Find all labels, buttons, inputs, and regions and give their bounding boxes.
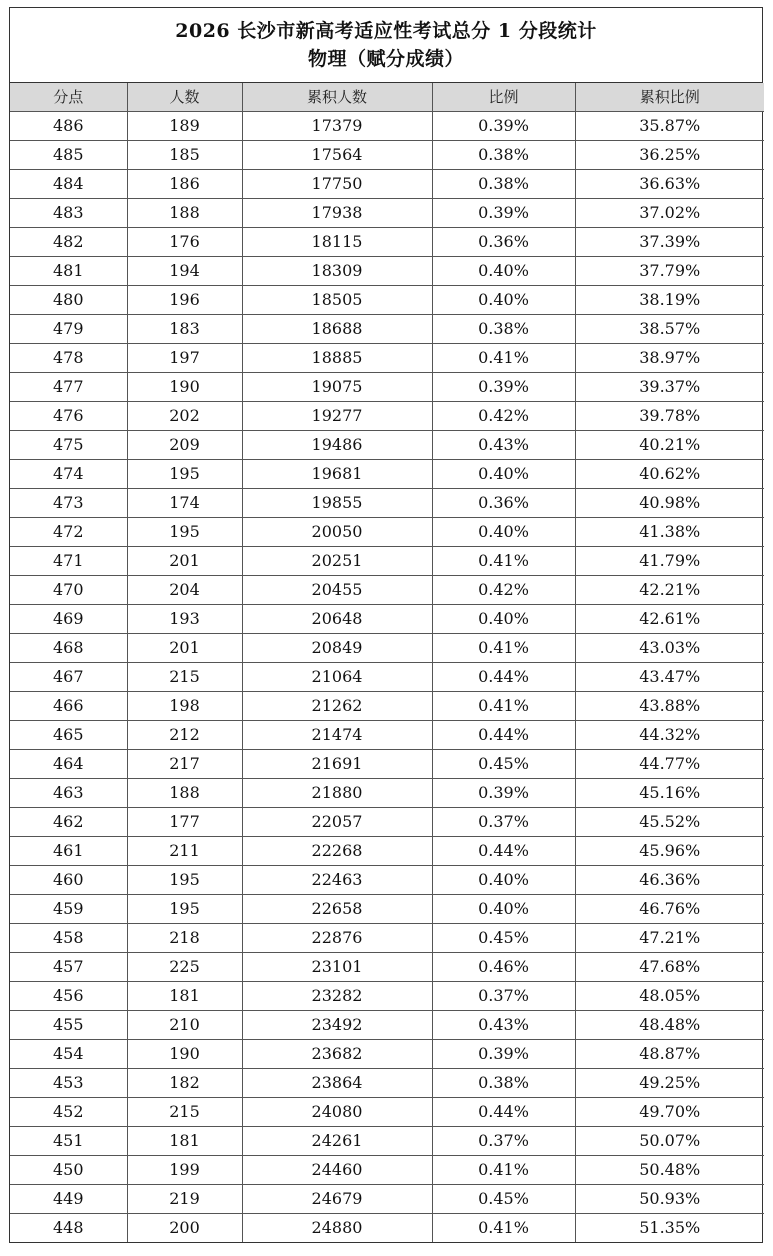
cumulative-ratio-cell: 45.16% (575, 779, 764, 808)
ratio-cell: 0.40% (432, 605, 575, 634)
count-cell: 195 (127, 460, 242, 489)
table-row (10, 228, 764, 257)
ratio-cell: 0.44% (432, 721, 575, 750)
table-row (10, 431, 764, 460)
cumulative-count-cell: 20251 (242, 547, 432, 576)
column-header-count: 人数 (127, 83, 242, 112)
table-row (10, 837, 764, 866)
ratio-cell: 0.40% (432, 257, 575, 286)
count-cell: 176 (127, 228, 242, 257)
ratio-cell: 0.44% (432, 837, 575, 866)
count-cell: 215 (127, 1098, 242, 1127)
table-row (10, 315, 764, 344)
ratio-cell: 0.36% (432, 489, 575, 518)
cumulative-ratio-cell: 36.25% (575, 141, 764, 170)
count-cell: 189 (127, 112, 242, 141)
count-cell: 218 (127, 924, 242, 953)
cumulative-count-cell: 24880 (242, 1214, 432, 1243)
table-row (10, 750, 764, 779)
count-cell: 190 (127, 373, 242, 402)
score-cell: 478 (10, 344, 127, 373)
score-cell: 451 (10, 1127, 127, 1156)
cumulative-count-cell: 22463 (242, 866, 432, 895)
cumulative-count-cell: 22876 (242, 924, 432, 953)
table-row (10, 373, 764, 402)
cumulative-count-cell: 17938 (242, 199, 432, 228)
ratio-cell: 0.41% (432, 344, 575, 373)
cumulative-count-cell: 23682 (242, 1040, 432, 1069)
cumulative-count-cell: 21474 (242, 721, 432, 750)
cumulative-ratio-cell: 42.61% (575, 605, 764, 634)
ratio-cell: 0.42% (432, 576, 575, 605)
count-cell: 217 (127, 750, 242, 779)
table-row (10, 518, 764, 547)
cumulative-ratio-cell: 49.25% (575, 1069, 764, 1098)
cumulative-ratio-cell: 50.07% (575, 1127, 764, 1156)
count-cell: 186 (127, 170, 242, 199)
cumulative-count-cell: 21262 (242, 692, 432, 721)
ratio-cell: 0.39% (432, 779, 575, 808)
table-row (10, 1069, 764, 1098)
cumulative-count-cell: 21880 (242, 779, 432, 808)
score-cell: 462 (10, 808, 127, 837)
count-cell: 195 (127, 866, 242, 895)
cumulative-count-cell: 17564 (242, 141, 432, 170)
ratio-cell: 0.37% (432, 808, 575, 837)
table-row (10, 112, 764, 141)
score-cell: 484 (10, 170, 127, 199)
table-row (10, 1185, 764, 1214)
table-row (10, 692, 764, 721)
cumulative-ratio-cell: 37.02% (575, 199, 764, 228)
score-cell: 482 (10, 228, 127, 257)
ratio-cell: 0.45% (432, 924, 575, 953)
score-cell: 461 (10, 837, 127, 866)
table-row (10, 1156, 764, 1185)
table-row (10, 257, 764, 286)
cumulative-count-cell: 23492 (242, 1011, 432, 1040)
score-distribution-sheet (9, 7, 763, 1243)
cumulative-ratio-cell: 40.62% (575, 460, 764, 489)
document-subtitle: 物理（赋分成绩） (307, 48, 464, 70)
cumulative-count-cell: 20455 (242, 576, 432, 605)
count-cell: 215 (127, 663, 242, 692)
table-body (10, 112, 764, 1243)
count-cell: 202 (127, 402, 242, 431)
count-cell: 199 (127, 1156, 242, 1185)
cumulative-count-cell: 18115 (242, 228, 432, 257)
cumulative-ratio-cell: 46.36% (575, 866, 764, 895)
ratio-cell: 0.39% (432, 373, 575, 402)
table-row (10, 170, 764, 199)
count-cell: 193 (127, 605, 242, 634)
table-row (10, 547, 764, 576)
cumulative-ratio-cell: 47.21% (575, 924, 764, 953)
ratio-cell: 0.39% (432, 1040, 575, 1069)
cumulative-count-cell: 24679 (242, 1185, 432, 1214)
score-cell: 450 (10, 1156, 127, 1185)
cumulative-ratio-cell: 50.93% (575, 1185, 764, 1214)
count-cell: 195 (127, 895, 242, 924)
table-row (10, 1040, 764, 1069)
cumulative-ratio-cell: 39.78% (575, 402, 764, 431)
ratio-cell: 0.40% (432, 460, 575, 489)
count-cell: 209 (127, 431, 242, 460)
table-row (10, 344, 764, 373)
table-row (10, 808, 764, 837)
cumulative-ratio-cell: 45.96% (575, 837, 764, 866)
ratio-cell: 0.41% (432, 547, 575, 576)
score-cell: 449 (10, 1185, 127, 1214)
column-header-ratio: 比例 (432, 83, 575, 112)
ratio-cell: 0.39% (432, 199, 575, 228)
score-cell: 463 (10, 779, 127, 808)
table-row (10, 895, 764, 924)
cumulative-ratio-cell: 43.03% (575, 634, 764, 663)
cumulative-ratio-cell: 48.05% (575, 982, 764, 1011)
ratio-cell: 0.38% (432, 170, 575, 199)
count-cell: 188 (127, 779, 242, 808)
cumulative-ratio-cell: 40.98% (575, 489, 764, 518)
cumulative-count-cell: 19486 (242, 431, 432, 460)
count-cell: 201 (127, 634, 242, 663)
ratio-cell: 0.43% (432, 431, 575, 460)
score-cell: 485 (10, 141, 127, 170)
cumulative-count-cell: 17379 (242, 112, 432, 141)
cumulative-count-cell: 22268 (242, 837, 432, 866)
ratio-cell: 0.39% (432, 112, 575, 141)
ratio-cell: 0.41% (432, 692, 575, 721)
ratio-cell: 0.44% (432, 663, 575, 692)
cumulative-count-cell: 23101 (242, 953, 432, 982)
score-cell: 453 (10, 1069, 127, 1098)
count-cell: 225 (127, 953, 242, 982)
table-row (10, 402, 764, 431)
table-row (10, 1098, 764, 1127)
cumulative-count-cell: 23282 (242, 982, 432, 1011)
cumulative-ratio-cell: 36.63% (575, 170, 764, 199)
score-cell: 458 (10, 924, 127, 953)
ratio-cell: 0.37% (432, 982, 575, 1011)
table-row (10, 953, 764, 982)
cumulative-ratio-cell: 50.48% (575, 1156, 764, 1185)
ratio-cell: 0.41% (432, 634, 575, 663)
score-cell: 467 (10, 663, 127, 692)
score-cell: 475 (10, 431, 127, 460)
count-cell: 197 (127, 344, 242, 373)
cumulative-count-cell: 24460 (242, 1156, 432, 1185)
score-cell: 448 (10, 1214, 127, 1243)
cumulative-ratio-cell: 38.57% (575, 315, 764, 344)
table-row (10, 982, 764, 1011)
cumulative-ratio-cell: 41.79% (575, 547, 764, 576)
title-block (10, 8, 762, 83)
count-cell: 211 (127, 837, 242, 866)
count-cell: 183 (127, 315, 242, 344)
cumulative-ratio-cell: 48.87% (575, 1040, 764, 1069)
score-cell: 452 (10, 1098, 127, 1127)
cumulative-ratio-cell: 43.47% (575, 663, 764, 692)
cumulative-ratio-cell: 37.39% (575, 228, 764, 257)
count-cell: 200 (127, 1214, 242, 1243)
ratio-cell: 0.36% (432, 228, 575, 257)
cumulative-count-cell: 21691 (242, 750, 432, 779)
column-header-cumulative-count: 累积人数 (242, 83, 432, 112)
table-row (10, 634, 764, 663)
score-cell: 466 (10, 692, 127, 721)
count-cell: 174 (127, 489, 242, 518)
cumulative-count-cell: 19855 (242, 489, 432, 518)
score-cell: 481 (10, 257, 127, 286)
score-table (10, 83, 764, 1242)
cumulative-ratio-cell: 38.97% (575, 344, 764, 373)
count-cell: 177 (127, 808, 242, 837)
ratio-cell: 0.38% (432, 315, 575, 344)
count-cell: 195 (127, 518, 242, 547)
count-cell: 210 (127, 1011, 242, 1040)
table-row (10, 489, 764, 518)
document-title: 2026 长沙市新高考适应性考试总分 1 分段统计 (175, 20, 597, 42)
count-cell: 196 (127, 286, 242, 315)
count-cell: 185 (127, 141, 242, 170)
score-cell: 456 (10, 982, 127, 1011)
ratio-cell: 0.45% (432, 750, 575, 779)
cumulative-ratio-cell: 44.77% (575, 750, 764, 779)
table-header-row (10, 83, 764, 112)
count-cell: 219 (127, 1185, 242, 1214)
cumulative-ratio-cell: 40.21% (575, 431, 764, 460)
count-cell: 190 (127, 1040, 242, 1069)
score-cell: 469 (10, 605, 127, 634)
cumulative-ratio-cell: 38.19% (575, 286, 764, 315)
score-cell: 465 (10, 721, 127, 750)
cumulative-ratio-cell: 35.87% (575, 112, 764, 141)
score-cell: 460 (10, 866, 127, 895)
cumulative-count-cell: 22658 (242, 895, 432, 924)
table-row (10, 460, 764, 489)
cumulative-count-cell: 20050 (242, 518, 432, 547)
cumulative-ratio-cell: 51.35% (575, 1214, 764, 1243)
table-row (10, 779, 764, 808)
cumulative-ratio-cell: 45.52% (575, 808, 764, 837)
column-header-cumulative-ratio: 累积比例 (575, 83, 764, 112)
table-row (10, 199, 764, 228)
count-cell: 198 (127, 692, 242, 721)
score-cell: 477 (10, 373, 127, 402)
cumulative-count-cell: 24261 (242, 1127, 432, 1156)
cumulative-count-cell: 19681 (242, 460, 432, 489)
score-cell: 464 (10, 750, 127, 779)
score-cell: 459 (10, 895, 127, 924)
count-cell: 181 (127, 1127, 242, 1156)
table-row (10, 576, 764, 605)
score-cell: 454 (10, 1040, 127, 1069)
table-row (10, 1011, 764, 1040)
cumulative-count-cell: 19075 (242, 373, 432, 402)
table-row (10, 1214, 764, 1243)
table-row (10, 1127, 764, 1156)
ratio-cell: 0.46% (432, 953, 575, 982)
ratio-cell: 0.37% (432, 1127, 575, 1156)
score-cell: 476 (10, 402, 127, 431)
column-header-score: 分点 (10, 83, 127, 112)
count-cell: 194 (127, 257, 242, 286)
ratio-cell: 0.41% (432, 1156, 575, 1185)
ratio-cell: 0.41% (432, 1214, 575, 1243)
count-cell: 204 (127, 576, 242, 605)
ratio-cell: 0.40% (432, 895, 575, 924)
cumulative-count-cell: 18309 (242, 257, 432, 286)
score-cell: 480 (10, 286, 127, 315)
cumulative-ratio-cell: 39.37% (575, 373, 764, 402)
table-row (10, 866, 764, 895)
table-row (10, 286, 764, 315)
table-row (10, 663, 764, 692)
count-cell: 181 (127, 982, 242, 1011)
cumulative-ratio-cell: 41.38% (575, 518, 764, 547)
score-cell: 471 (10, 547, 127, 576)
score-cell: 457 (10, 953, 127, 982)
ratio-cell: 0.42% (432, 402, 575, 431)
cumulative-count-cell: 19277 (242, 402, 432, 431)
ratio-cell: 0.38% (432, 141, 575, 170)
score-cell: 455 (10, 1011, 127, 1040)
cumulative-ratio-cell: 47.68% (575, 953, 764, 982)
cumulative-ratio-cell: 49.70% (575, 1098, 764, 1127)
cumulative-count-cell: 20849 (242, 634, 432, 663)
ratio-cell: 0.44% (432, 1098, 575, 1127)
cumulative-ratio-cell: 48.48% (575, 1011, 764, 1040)
cumulative-ratio-cell: 46.76% (575, 895, 764, 924)
ratio-cell: 0.40% (432, 518, 575, 547)
cumulative-ratio-cell: 42.21% (575, 576, 764, 605)
cumulative-count-cell: 18688 (242, 315, 432, 344)
cumulative-ratio-cell: 44.32% (575, 721, 764, 750)
table-row (10, 924, 764, 953)
count-cell: 212 (127, 721, 242, 750)
ratio-cell: 0.43% (432, 1011, 575, 1040)
table-row (10, 141, 764, 170)
cumulative-ratio-cell: 43.88% (575, 692, 764, 721)
ratio-cell: 0.40% (432, 866, 575, 895)
count-cell: 201 (127, 547, 242, 576)
cumulative-count-cell: 17750 (242, 170, 432, 199)
cumulative-count-cell: 18505 (242, 286, 432, 315)
cumulative-count-cell: 18885 (242, 344, 432, 373)
cumulative-count-cell: 21064 (242, 663, 432, 692)
cumulative-count-cell: 20648 (242, 605, 432, 634)
ratio-cell: 0.40% (432, 286, 575, 315)
cumulative-count-cell: 24080 (242, 1098, 432, 1127)
score-cell: 479 (10, 315, 127, 344)
score-cell: 486 (10, 112, 127, 141)
score-cell: 472 (10, 518, 127, 547)
cumulative-ratio-cell: 37.79% (575, 257, 764, 286)
table-row (10, 605, 764, 634)
score-cell: 483 (10, 199, 127, 228)
count-cell: 182 (127, 1069, 242, 1098)
table-row (10, 721, 764, 750)
score-cell: 473 (10, 489, 127, 518)
cumulative-count-cell: 22057 (242, 808, 432, 837)
ratio-cell: 0.45% (432, 1185, 575, 1214)
cumulative-count-cell: 23864 (242, 1069, 432, 1098)
score-cell: 468 (10, 634, 127, 663)
count-cell: 188 (127, 199, 242, 228)
score-cell: 474 (10, 460, 127, 489)
ratio-cell: 0.38% (432, 1069, 575, 1098)
score-cell: 470 (10, 576, 127, 605)
